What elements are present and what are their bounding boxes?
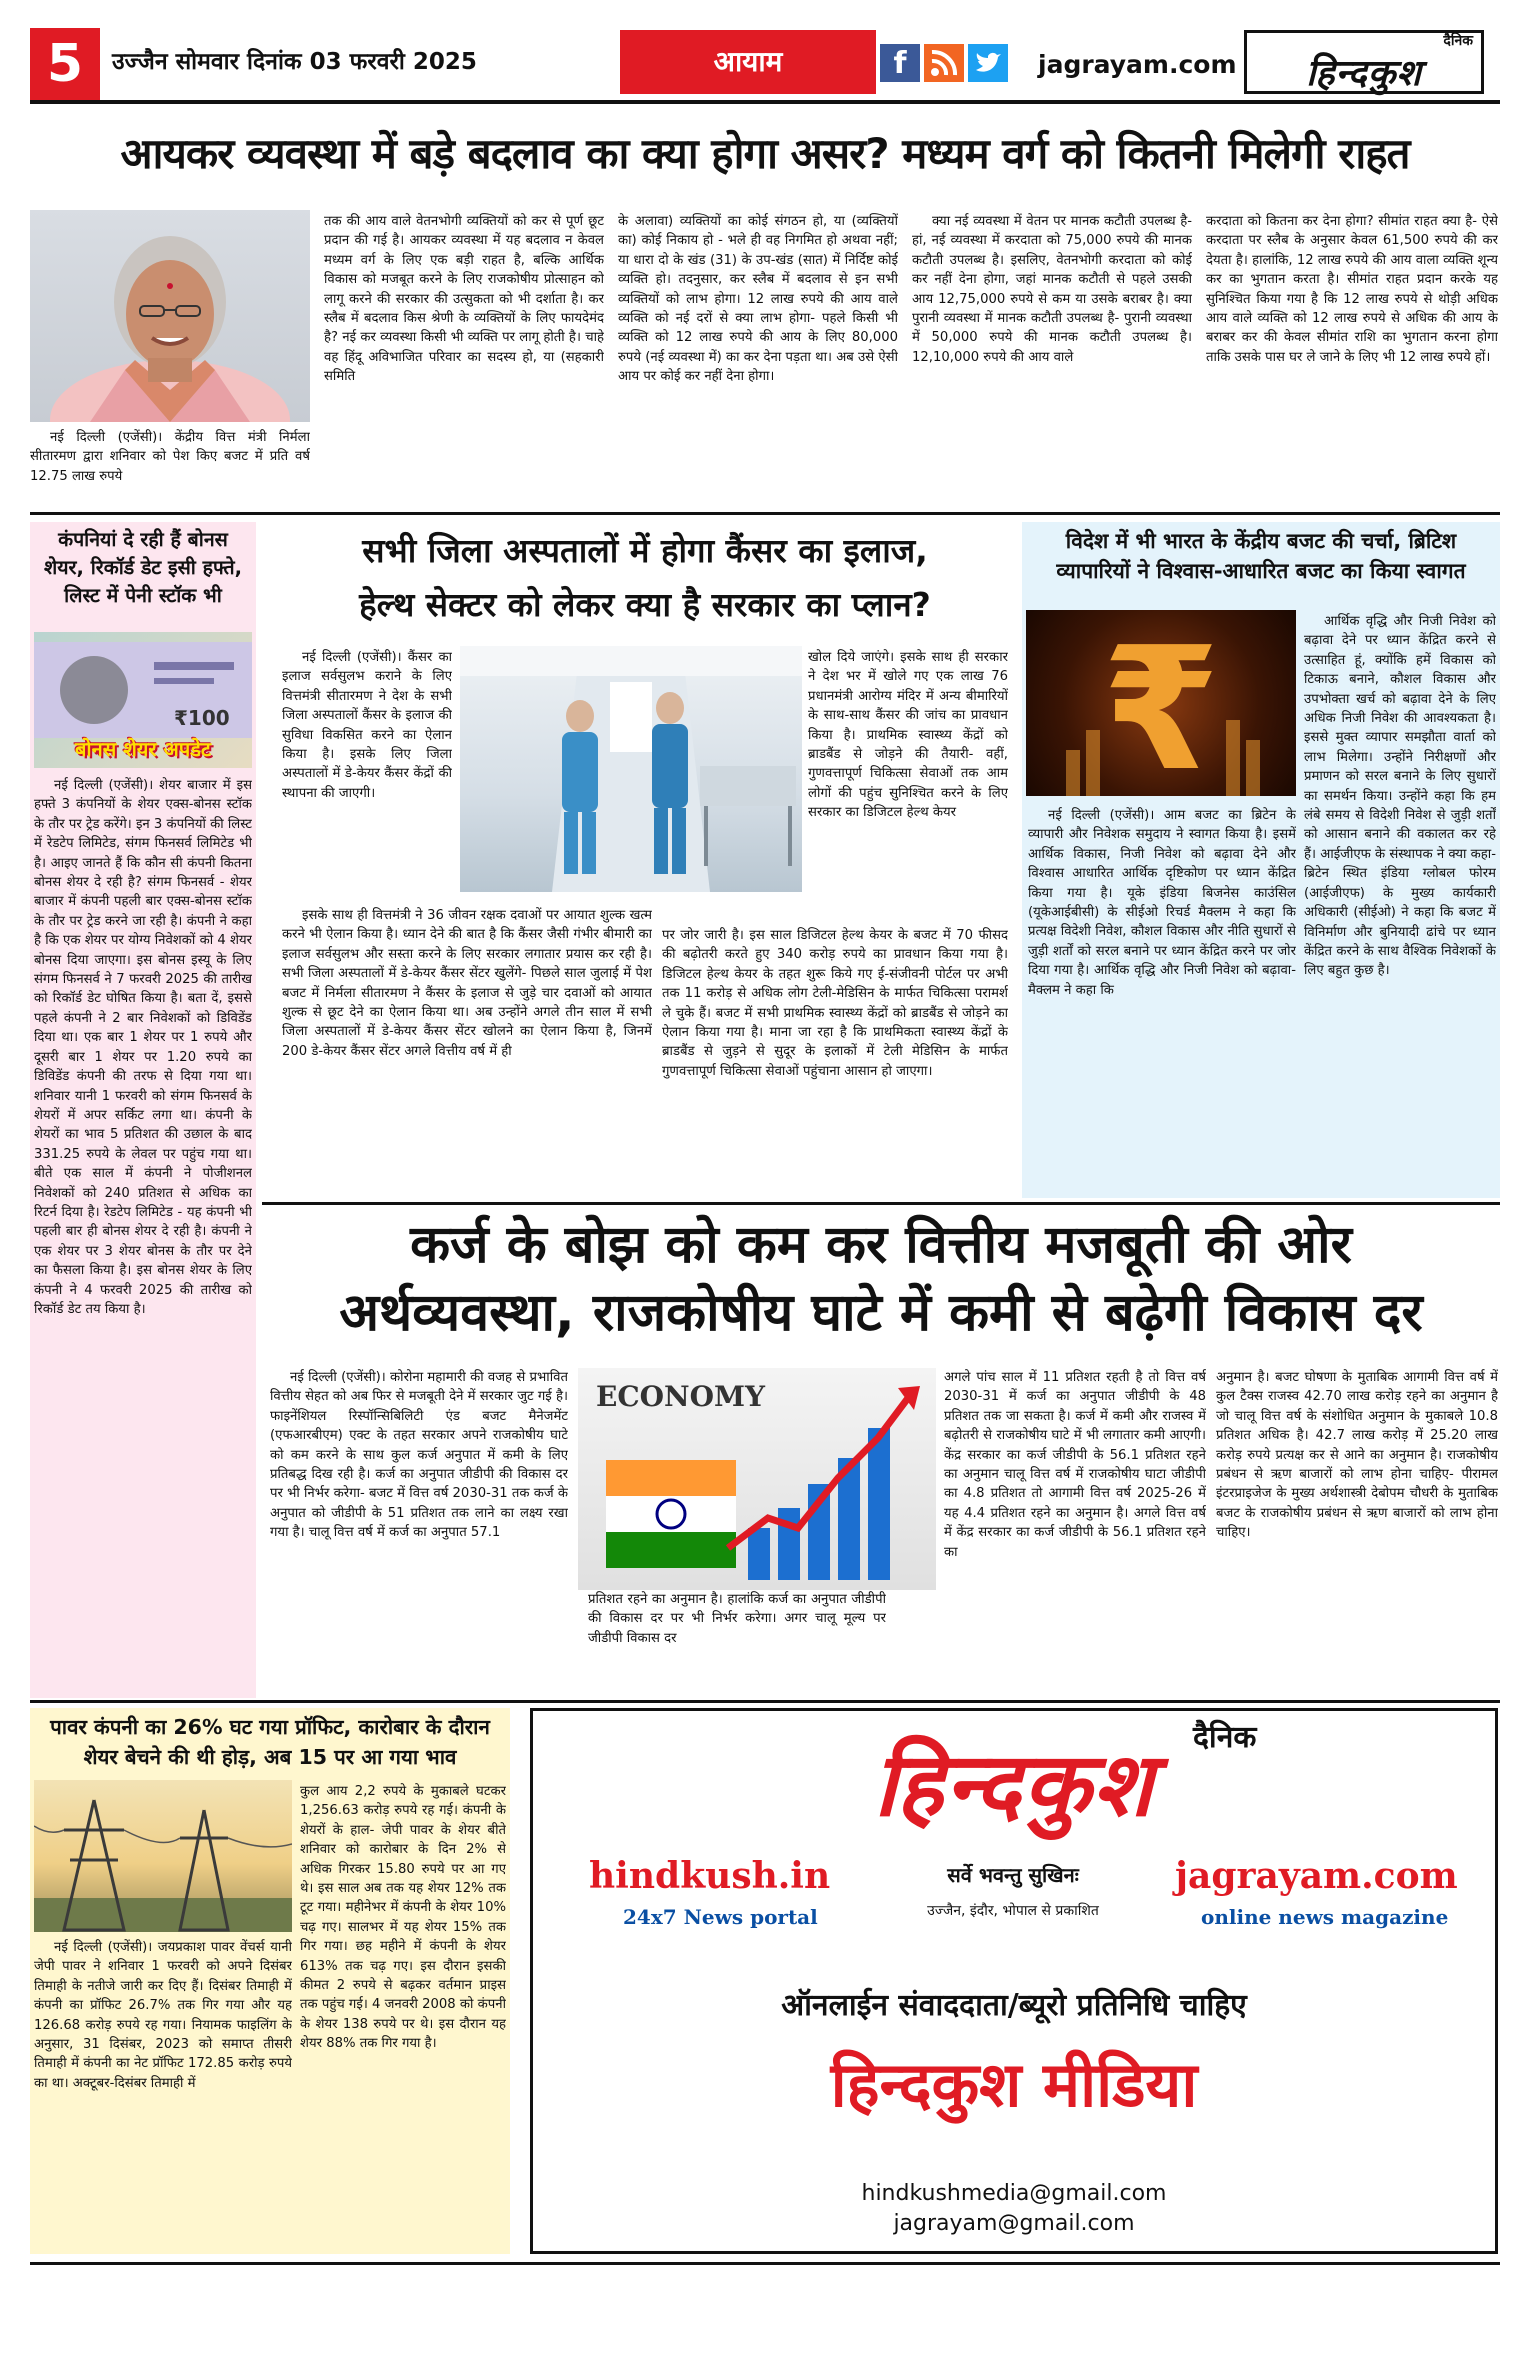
social-icons <box>880 44 1018 82</box>
lead-headline: आयकर व्यवस्था में बड़े बदलाव का क्या होगा असर? मध्यम वर्ग को कितनी मिलेगी राहत <box>120 129 1410 178</box>
lower-rule <box>30 1700 1500 1703</box>
uk-headline: विदेश में भी भारत के केंद्रीय बजट की चर्चा, ब्रिटिश व्यापारियों ने विश्वास-आधारित बजट का किया स्वागत <box>1056 529 1466 583</box>
ad-cities: उज्जैन, इंदौर, भोपाल से प्रकाशित <box>927 1903 1099 1919</box>
dateline: उज्जैन सोमवार दिनांक 03 फरवरी 2025 <box>112 49 477 75</box>
ad-email-2[interactable]: jagrayam@gmail.com <box>893 2211 1135 2236</box>
fiscal-headline-1: कर्ज के बोझ को कम कर वित्तीय मजबूती की ओर <box>410 1215 1352 1275</box>
ad-email-1[interactable]: hindkushmedia@gmail.com <box>861 2181 1167 2206</box>
masthead-logo <box>1244 30 1484 94</box>
masthead-rule <box>30 100 1500 104</box>
fiscal-headline-2: अर्थव्यवस्था, राजकोषीय घाटे में कमी से बढ़ेगी विकास दर <box>339 1283 1423 1343</box>
hindkush-ad <box>530 1708 1498 2254</box>
power-left-column: नई दिल्ली (एजेंसी)। जयप्रकाश पावर वेंचर्स यानी जेपी पावर ने शनिवार 1 फरवरी को अपने दिसंबर तिमाही के नतीजे जारी कर दिए हैं। दिसंबर तिमाही में कंपनी का प्रॉफिट 26.7% तक गिर गया और यह 126.68 करोड़ रुपये रह गया। नियामक फाइलिंग के अनुसार, 31 दिसंबर, 2023 को समाप्त तीसरी तिमाही में कंपनी का नेट प्रॉफिट 172.85 करोड़ रुपये का था। अक्टूबर-दिसंबर तिमाही में <box>34 1940 292 2091</box>
ad-motto: सर्वे भवन्तु सुखिनः <box>947 1863 1079 1887</box>
website-url[interactable]: jagrayam.com <box>1038 50 1237 79</box>
section-name: आयाम <box>713 45 783 78</box>
bonus-image <box>34 632 252 768</box>
logo-name: हिन्दकुश <box>1306 52 1422 94</box>
bonus-headline: कंपनियां दे रही हैं बोनस शेयर, रिकॉर्ड डेट इसी हफ्ते, लिस्ट में पेनी स्टॉक भी <box>43 528 243 607</box>
ad-brand-small: दैनिक <box>1193 1720 1257 1755</box>
power-right-column: कुल आय 2,2 रुपये के मुकाबले घटकर 1,256.63 करोड़ रुपये रह गई। कंपनी के शेयरों के हाल- जेपी पावर के शेयर बीते शनिवार को कारोबार के दिन 2% से अधिक गिरकर 15.80 रुपये पर आ गए थे। इस साल अब तक यह शेयर 12% तक टूट गया। महीनेभर में कंपनी के शेयर 10% चढ़ गए। सालभर में यह शेयर 15% तक गिर गया। छह महीने में कंपनी के शेयर 613% तक चढ़ गए। इस दौरान इसकी कीमत 2 रुपये से बढ़कर वर्तमान प्राइस तक पहुंच गई। 4 जनवरी 2008 को कंपनी के शेयर 138 रुपये पर थे। इस दौरान यह शेयर 88% तक गिर गया है। <box>300 1784 506 2052</box>
cancer-column-1-bottom: इसके साथ ही वित्तमंत्री ने 36 जीवन रक्षक दवाओं पर आयात शुल्क खत्म करने भी ऐलान किया है। ध्यान देने की बात है कि कैंसर जैसी गंभीर बीमारी का इलाज सर्वसुलभ और सस्ता करने के लिए सरकार लगातार प्रयास कर रही है। सभी जिला अस्पतालों में डे-केयर कैंसर सेंटर खुलेंगे- पिछले साल जुलाई में पेश बजट में निर्मला सीतारमण ने कैंसर के इलाज से जुड़े चार दवाओं को आयात शुल्क से छूट देने का ऐलान किया था। अब उन्होंने अगले तीन साल में सभी जिला अस्पतालों में डे-केयर कैंसर सेंटर खोलने का ऐलान किया है, जिनमें 200 डे-केयर कैंसर सेंटर अगले वित्तीय वर्ष में ही <box>282 908 652 1059</box>
economy-chart-image <box>578 1368 936 1590</box>
twitter-icon[interactable] <box>968 44 1008 82</box>
page-bottom-rule <box>30 2262 1500 2265</box>
ad-left-tag: 24x7 News portal <box>623 1905 818 1929</box>
power-tower-graphic <box>34 1780 292 1932</box>
fiscal-column-3: अगले पांच साल में 11 प्रतिशत रहती है तो वित्त वर्ष 2030-31 में कर्ज का अनुपात जीडीपी के 48 प्रतिशत तक जा सकता है। कर्ज में कमी और राजस्व में बढ़ोतरी से राजकोषीय घाटे में भी लगातार कमी आएगी। केंद्र सरकार का कर्ज जीडीपी के 56.1 प्रतिशत रहने का अनुमान चालू वित्त वर्ष में राजकोषीय घाटा जीडीपी का 4.8 प्रतिशत तो आगामी वित्त वर्ष 2025-26 में यह 4.4 प्रतिशत रहने का अनुमान है। अगले वित्त वर्ष में केंद्र सरकार का कर्ज जीडीपी के 56.1 प्रतिशत रहने का <box>944 1370 1206 1560</box>
uk-left-column: नई दिल्ली (एजेंसी)। आम बजट का ब्रिटेन के व्यापारी और निवेशक समुदाय ने स्वागत किया है। इसमें आर्थिक विकास, निजी निवेश को बढ़ावा देने और विश्वास आधारित आर्थिक दृष्टिकोण पर ध्यान केंद्रित किया गया है। यूके इंडिया बिजनेस काउंसिल (यूकेआईबीसी) के सीईओ रिचर्ड मैक्लम ने कहा कि प्रत्यक्ष विदेशी निवेश, कौशल विकास और नीति सुधारों से जुड़ी शर्तों को सरल बनाने पर ध्यान केंद्रित करने पर जोर दिया गया है। आर्थिक वृद्धि और निजी निवेश को बढ़ावा- मैक्लम ने कहा कि <box>1028 808 1296 998</box>
power-photo <box>34 1780 292 1932</box>
lead-column-1: तक की आय वाले वेतनभोगी व्यक्तियों को कर से पूर्ण छूट प्रदान की गई है। आयकर व्यवस्था में यह बदलाव न केवल मध्यम वर्ग के लिए एक बड़ी राहत है, बल्कि आर्थिक विकास को मजबूत करने के लिए राजकोषीय प्रोत्साहन को लागू करने की सरकार की उत्सुकता को भी दर्शाता है। कर स्लैब में बदलाव किस श्रेणी के व्यक्तियों के लिए फायदेमंद है? नई कर व्यवस्था किसी भी व्यक्ति पर लागू होती है। चाहे वह हिंदू अविभाजित परिवार का सदस्य हो, या (सहकारी समिति <box>324 214 604 385</box>
cancer-column-2-bottom: पर जोर जारी है। इस साल डिजिटल हेल्थ केयर के बजट में 70 फीसद की बढ़ोतरी करते हुए 340 करोड़ रुपये का प्रावधान किया गया है। डिजिटल हेल्थ केयर के तहत शुरू किये गए ई-संजीवनी पोर्टल पर अभी तक 11 करोड़ से अधिक लोग टेली-मेडिसिन के मार्फत चिकित्सा परामर्श ले चुके हैं। बजट में सभी प्राथमिक स्वास्थ्य केंद्रों को ब्राडबैंड से जोड़ने का ऐलान किया गया है। माना जा रहा है कि प्राथमिकता स्वास्थ्य केंद्रों के ब्राडबैंड से जुड़ने से सुदूर के इलाकों में टेली मेडिसिन के मार्फत गुणवत्तापूर्ण चिकित्सा सेवाओं पहुंचाना आसान हो जाएगा। <box>662 928 1008 1079</box>
lead-column-2: के अलावा) व्यक्तियों का कोई संगठन हो, या (व्यक्तियों का) कोई निकाय हो - भले ही वह निगमित हो अथवा नहीं; या धारा दो के खंड (31) के उप-खंड (सात) में निर्दिष्ट कोई व्यक्ति हो। तदनुसार, कर स्लैब में बदलाव से इन सभी व्यक्तियों को लाभ होगा। 12 लाख रुपये की आय वाले व्यक्ति को नई दरों से क्या लाभ होगा- पहले किसी भी व्यक्ति को 12 लाख रुपये की आय के लिए 80,000 रुपये (नई व्यवस्था में) का कर देना पड़ता था। अब उसे ऐसी आय पर कोई कर नहीं देना होगा। <box>618 214 898 385</box>
ad-right-tag: online news magazine <box>1201 1905 1449 1929</box>
fiscal-column-4: अनुमान है। बजट घोषणा के मुताबिक आगामी वित्त वर्ष में कुल टैक्स राजस्व 42.70 लाख करोड़ रहने का अनुमान है जो चालू वित्त वर्ष के संशोधित अनुमान के मुकाबले 10.8 प्रतिशत अधिक है। 42.7 लाख करोड़ में 25.20 लाख करोड़ रुपये प्रत्यक्ष कर से आने का अनुमान है। राजकोषीय प्रबंधन से ऋण बाजारों को लाभ होना चाहिए- पीरामल इंटरप्राइजेज के मुख्य अर्थशास्त्री देबोपम चौधरी के मुताबिक बजट के राजकोषीय प्रबंधन से ऋण बाजारों को लाभ होना चाहिए। <box>1216 1370 1498 1541</box>
bonus-body: नई दिल्ली (एजेंसी)। शेयर बाजार में इस हफ्ते 3 कंपनियों के शेयर एक्स-बोनस स्टॉक के तौर पर ट्रेड करेंगे। इन 3 कंपनियों की लिस्ट में रेडटेप लिमिटेड, संगम फिनसर्व लिमिटेड भी है। आइए जानते हैं कि कौन सी कंपनी कितना बोनस शेयर दे रही है? संगम फिनसर्व - शेयर बाजार में कंपनी पहली बार एक्स-बोनस स्टॉक के तौर पर ट्रेड करने जा रही है। कंपनी ने कहा है कि एक शेयर पर योग्य निवेशकों को 4 शेयर बोनस दिया जाएगा। इस बोनस इस्यू के लिए संगम फिनसर्व ने 7 फरवरी 2025 की तारीख को रिकॉर्ड डेट घोषित किया है। बता दें, इससे पहले कंपनी ने 2 बार निवेशकों को डिविडेंड दिया था। एक बार 1 शेयर पर 1 रुपये और दूसरी बार 1 शेयर पर 1.20 रुपये का डिविडेंड कंपनी की तरफ से दिया गया था। शनिवार यानी 1 फरवरी को संगम फिनसर्व के शेयरों में अपर सर्किट लगा था। कंपनी के शेयरों का भाव 5 प्रतिशत की उछाल के बाद 331.25 रुपये के लेवल पर पहुंच गया था। बीते एक साल में कंपनी ने पोजीशनल निवेशकों को 240 प्रतिशत से अधिक का रिटर्न दिया है। रेडटेप लिमिटेड - यह कंपनी भी पहली बार ही बोनस शेयर दे रही है। कंपनी ने एक शेयर पर 3 शेयर बोनस के तौर पर देने का फैसला किया है। इस बोनस शेयर के लिए कंपनी ने 4 फरवरी 2025 की तारीख को रिकॉर्ड डेट तय किया है। <box>34 778 252 1317</box>
hospital-corridor-graphic <box>460 646 802 892</box>
fm-photo <box>30 210 310 422</box>
cancer-headline-1: सभी जिला अस्पतालों में होगा कैंसर का इलाज, <box>362 531 928 570</box>
economy-label: ECONOMY <box>596 1380 765 1413</box>
fiscal-column-2: प्रतिशत रहने का अनुमान है। हालांकि कर्ज का अनुपात जीडीपी की विकास दर पर भी निर्भर करेगा। अगर चालू मूल्य पर जीडीपी विकास दर <box>588 1592 886 1646</box>
lead-bottom-rule <box>30 512 1500 515</box>
finance-minister-portrait <box>30 210 310 422</box>
cancer-headline-2: हेल्थ सेक्टर को लेकर क्या है सरकार का प्लान? <box>359 585 931 624</box>
ad-wanted: ऑनलाईन संवाददाता/ब्यूरो प्रतिनिधि चाहिए <box>781 1988 1247 2023</box>
section-banner <box>620 30 876 94</box>
cancer-column-2-top: खोल दिये जाएंगे। इसके साथ ही सरकार ने देश भर में खोले गए एक लाख 76 प्रधानमंत्री आरोग्य मंदिर में अन्य बीमारियों के साथ-साथ कैंसर की जांच का प्रावधान किया है। प्राथमिक स्वास्थ्य केंद्रों को ब्राडबैंड से जोड़ने की तैयारी- वहीं, गुणवत्तापूर्ण चिकित्सा सेवाओं तक आम लोगों की पहुंच सुनिश्चित करने के लिए सरकार का डिजिटल हेल्थ केयर <box>808 650 1008 821</box>
ad-right-site[interactable]: jagrayam.com <box>1175 1855 1458 1897</box>
logo-small-text: दैनिक <box>1443 33 1473 49</box>
rupee-symbol-graphic <box>1026 610 1296 796</box>
power-headline: पावर कंपनी का 26% घट गया प्रॉफिट, कारोबार के दौरान शेयर बेचने की थी होड़, अब 15 पर आ गया भाव <box>50 1715 490 1769</box>
svg-text:₹: ₹ <box>1101 611 1221 796</box>
facebook-icon[interactable]: f <box>880 44 920 82</box>
uk-right-column: आर्थिक वृद्धि और निजी निवेश को बढ़ावा देने पर ध्यान केंद्रित करने से उत्साहित हूं, क्योंकि हमें विकास को टिकाऊ बनाने, कौशल विकास और उपभोक्ता खर्च को बढ़ावा देने के लिए अधिक निजी निवेश की आवश्यकता है। इससे मुक्त व्यापार समझौता वार्ता को लाभ मिलेगा। उन्होंने निरीक्षणों और प्रमाणन को सरल बनाने के लिए सुधारों का समर्थन किया। उन्होंने कहा कि हम लंबे समय से विदेशी निवेश से जुड़ी शर्तों को आसान बनाने की वकालत कर रहे हैं। आईजीएफ के संस्थापक ने क्या कहा- ब्रिटेन स्थित इंडिया ग्लोबल फोरम (आईजीएफ) के मुख्य कार्यकारी अधिकारी (सीईओ) ने कहा कि बजट में विनिर्माण और बुनियादी ढांचे पर ध्यान केंद्रित करने के साथ वैश्विक निवेशकों के लिए बहुत कुछ है। <box>1304 614 1496 979</box>
lead-column-4: करदाता को कितना कर देना होगा? सीमांत राहत क्या है- ऐसे करदाता पर स्लैब के अनुसार केवल 61,500 रुपये की कर देयता है। हालांकि, 12 लाख रुपये की आय वाला व्यक्ति शून्य कर का भुगतान करता है। सीमांत राहत प्रदान करके यह सुनिश्चित किया गया है कि 12 लाख रुपये से थोड़ी अधिक आय वाले व्यक्ति को 12 लाख रुपये से अधिक की आय के बराबर कर की केवल सीमांत राशि का भुगतान करना होगा ताकि उसके पास घर ले जाने के लिए भी 12 लाख रुपये हों। <box>1206 214 1498 365</box>
fiscal-column-1: नई दिल्ली (एजेंसी)। कोरोना महामारी की वजह से प्रभावित वित्तीय सेहत को अब फिर से मजबूती देने में सरकार जुट गई है। फाइनेंशियल रिस्पॉन्सिबिलिटी एंड बजट मैनेजमेंट (एफआरबीएम) एक्ट के तहत सरकार अपने राजकोषीय घाटे को कम करने के साथ कुल कर्ज अनुपात में कमी के लिए प्रतिबद्ध दिख रही है। कर्ज का अनुपात जीडीपी की विकास दर पर भी निर्भर करेगा- बजट में वित्त वर्ष 2030-31 तक कर्ज के अनुपात को जीडीपी के 51 प्रतिशत तक लाने का लक्ष्य रखा गया है। चालू वित्त वर्ष में कर्ज का अनुपात 57.1 <box>270 1370 568 1541</box>
rupee-photo <box>1026 610 1296 796</box>
middle-rule <box>262 1202 1500 1205</box>
ad-media: हिन्दकुश मीडिया <box>830 2048 1198 2121</box>
rss-icon[interactable] <box>924 44 964 82</box>
page-number: 5 <box>46 34 84 94</box>
lead-photo-caption: नई दिल्ली (एजेंसी)। केंद्रीय वित्त मंत्री निर्मला सीतारमण द्वारा शनिवार को पेश किए बजट में प्रति वर्ष 12.75 लाख रुपये <box>30 430 310 484</box>
ad-left-site[interactable]: hindkush.in <box>589 1855 831 1897</box>
note-value: ₹100 <box>174 706 230 730</box>
bonus-image-label: बोनस शेयर अपडेट <box>75 737 211 761</box>
page-number-box <box>30 28 100 100</box>
lead-column-3: क्या नई व्यवस्था में वेतन पर मानक कटौती उपलब्ध है- हां, नई व्यवस्था में करदाता को 75,000 रुपये की मानक कटौती उपलब्ध है। इसलिए, वेतनभोगी करदाता को कोई कर नहीं देना होगा, जहां मानक कटौती से पहले उसकी आय 12,75,000 रुपये से कम या उसके बराबर है। क्या पुरानी व्यवस्था में मानक कटौती उपलब्ध है- पुरानी व्यवस्था में 50,000 रुपये की मानक कटौती उपलब्ध है। 12,10,000 रुपये की आय वाले <box>912 214 1192 365</box>
ad-brand-name: हिन्दकुश <box>873 1732 1155 1836</box>
hospital-photo <box>460 646 802 892</box>
cancer-column-1-top: नई दिल्ली (एजेंसी)। कैंसर का इलाज सर्वसुलभ कराने के लिए वित्तमंत्री सीतारमण ने देश के सभी जिला अस्पतालों कैंसर के इलाज की सुविधा विकसित करने का ऐलान किया है। इसके लिए जिला अस्पतालों में डे-केयर कैंसर केंद्रों की स्थापना की जाएगी। <box>282 650 452 801</box>
